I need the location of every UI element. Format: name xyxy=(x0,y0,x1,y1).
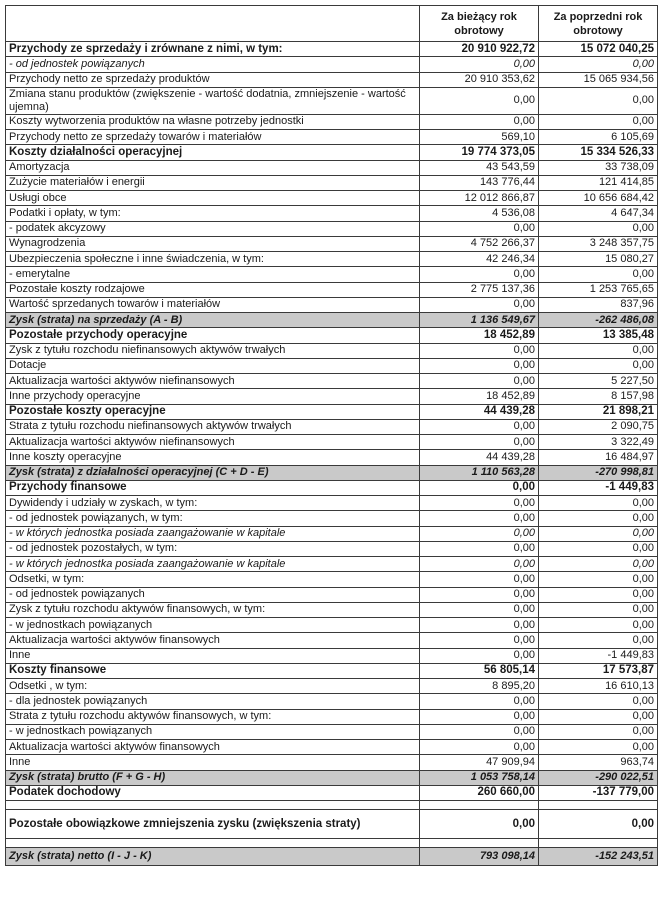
table-row xyxy=(6,526,658,541)
table-row xyxy=(6,419,658,434)
previous-year-value: -262 486,08 xyxy=(539,313,658,328)
current-year-value: 260 660,00 xyxy=(420,785,539,800)
row-label: Inne koszty operacyjne xyxy=(6,450,420,465)
row-label: Zużycie materiałów i energii xyxy=(6,175,420,190)
table-row xyxy=(6,130,658,145)
current-year-value: 1 136 549,67 xyxy=(420,313,539,328)
current-year-value: 42 246,34 xyxy=(420,252,539,267)
previous-year-value: 0,00 xyxy=(539,221,658,236)
current-year-value: 0,00 xyxy=(420,267,539,282)
previous-year-value: -152 243,51 xyxy=(539,848,658,866)
row-label: Koszty działalności operacyjnej xyxy=(6,145,420,160)
row-label: Zysk (strata) netto (I - J - K) xyxy=(6,848,420,866)
previous-year-value: 0,00 xyxy=(539,267,658,282)
previous-year-value: 15 065 934,56 xyxy=(539,72,658,87)
previous-year-value: 17 573,87 xyxy=(539,663,658,678)
current-year-value: 44 439,28 xyxy=(420,450,539,465)
previous-year-value: -137 779,00 xyxy=(539,785,658,800)
current-year-value: 0,00 xyxy=(420,87,539,114)
row-label: Odsetki, w tym: xyxy=(6,572,420,587)
row-label: Zysk (strata) brutto (F + G - H) xyxy=(6,770,420,785)
row-label: - podatek akcyzowy xyxy=(6,221,420,236)
previous-year-value: 2 090,75 xyxy=(539,419,658,434)
current-year-value: 8 895,20 xyxy=(420,679,539,694)
row-label: Przychody finansowe xyxy=(6,480,420,495)
row-label: Zysk (strata) na sprzedaży (A - B) xyxy=(6,313,420,328)
row-label: Aktualizacja wartości aktywów finansowych xyxy=(6,633,420,648)
current-year-value: 0,00 xyxy=(420,541,539,556)
row-label: - od jednostek pozostałych, w tym: xyxy=(6,541,420,556)
table-row xyxy=(6,328,658,343)
previous-year-value: 0,00 xyxy=(539,602,658,617)
row-label: Pozostałe obowiązkowe zmniejszenia zysku (zwiększenia straty) xyxy=(6,810,420,839)
table-row xyxy=(6,541,658,556)
current-year-value xyxy=(420,801,539,810)
previous-year-value: 0,00 xyxy=(539,114,658,129)
row-label: - od jednostek powiązanych, w tym: xyxy=(6,511,420,526)
table-row xyxy=(6,587,658,602)
previous-year-value: 0,00 xyxy=(539,810,658,839)
current-year-value: 20 910 922,72 xyxy=(420,42,539,57)
current-year-value: 0,00 xyxy=(420,648,539,663)
current-year-value: 0,00 xyxy=(420,572,539,587)
current-year-value: 0,00 xyxy=(420,343,539,358)
previous-year-value: 0,00 xyxy=(539,87,658,114)
previous-year-value: 0,00 xyxy=(539,724,658,739)
table-row xyxy=(6,72,658,87)
row-label: Odsetki , w tym: xyxy=(6,679,420,694)
previous-year-value xyxy=(539,839,658,848)
table-row xyxy=(6,221,658,236)
row-label: - od jednostek powiązanych xyxy=(6,57,420,72)
previous-year-value: 0,00 xyxy=(539,557,658,572)
previous-year-value: 15 334 526,33 xyxy=(539,145,658,160)
row-label: Przychody ze sprzedaży i zrównane z nimi, w tym: xyxy=(6,42,420,57)
current-year-value: 0,00 xyxy=(420,480,539,495)
previous-year-value: 16 484,97 xyxy=(539,450,658,465)
previous-year-value: 0,00 xyxy=(539,511,658,526)
row-label: - emerytalne xyxy=(6,267,420,282)
table-row xyxy=(6,511,658,526)
row-label: Inne przychody operacyjne xyxy=(6,389,420,404)
row-label: Zysk z tytułu rozchodu aktywów finansowych, w tym: xyxy=(6,602,420,617)
previous-year-value: 1 253 765,65 xyxy=(539,282,658,297)
previous-year-value: 3 248 357,75 xyxy=(539,236,658,251)
row-label: Przychody netto ze sprzedaży produktów xyxy=(6,72,420,87)
previous-year-value: -270 998,81 xyxy=(539,465,658,480)
row-label xyxy=(6,839,420,848)
table-row xyxy=(6,206,658,221)
row-label: Pozostałe koszty operacyjne xyxy=(6,404,420,419)
table-row xyxy=(6,435,658,450)
previous-year-value: 0,00 xyxy=(539,633,658,648)
row-label: Dotacje xyxy=(6,358,420,373)
current-year-value: 12 012 866,87 xyxy=(420,191,539,206)
previous-year-value: -1 449,83 xyxy=(539,480,658,495)
current-year-value: 0,00 xyxy=(420,435,539,450)
table-row xyxy=(6,267,658,282)
previous-year-value: 963,74 xyxy=(539,755,658,770)
previous-year-value: 21 898,21 xyxy=(539,404,658,419)
income-statement-sheet xyxy=(5,5,657,866)
table-row xyxy=(6,114,658,129)
row-label: Amortyzacja xyxy=(6,160,420,175)
previous-year-value: 8 157,98 xyxy=(539,389,658,404)
previous-year-value: 0,00 xyxy=(539,587,658,602)
row-label: Koszty finansowe xyxy=(6,663,420,678)
current-year-value: 44 439,28 xyxy=(420,404,539,419)
row-label: Inne xyxy=(6,648,420,663)
row-label: Usługi obce xyxy=(6,191,420,206)
previous-year-value: 6 105,69 xyxy=(539,130,658,145)
table-row xyxy=(6,343,658,358)
current-year-value: 56 805,14 xyxy=(420,663,539,678)
row-label: Aktualizacja wartości aktywów finansowych xyxy=(6,740,420,755)
current-year-value xyxy=(420,839,539,848)
current-year-value: 0,00 xyxy=(420,810,539,839)
current-year-value: 0,00 xyxy=(420,419,539,434)
row-label: - w jednostkach powiązanych xyxy=(6,724,420,739)
table-row xyxy=(6,297,658,312)
previous-year-value xyxy=(539,801,658,810)
table-row xyxy=(6,848,658,866)
previous-year-value: 0,00 xyxy=(539,541,658,556)
table-row xyxy=(6,282,658,297)
previous-year-value: 13 385,48 xyxy=(539,328,658,343)
current-year-value: 0,00 xyxy=(420,57,539,72)
table-row xyxy=(6,724,658,739)
table-row xyxy=(6,175,658,190)
current-year-value: 0,00 xyxy=(420,221,539,236)
previous-year-value: 15 080,27 xyxy=(539,252,658,267)
current-year-value: 4 752 266,37 xyxy=(420,236,539,251)
header-row xyxy=(6,6,658,42)
table-row xyxy=(6,618,658,633)
current-year-value: 0,00 xyxy=(420,709,539,724)
current-year-value: 0,00 xyxy=(420,633,539,648)
current-year-value: 569,10 xyxy=(420,130,539,145)
current-year-value: 0,00 xyxy=(420,724,539,739)
current-year-value: 143 776,44 xyxy=(420,175,539,190)
row-label: Strata z tytułu rozchodu aktywów finansowych, w tym: xyxy=(6,709,420,724)
current-year-value: 19 774 373,05 xyxy=(420,145,539,160)
row-label: Aktualizacja wartości aktywów niefinansowych xyxy=(6,435,420,450)
previous-year-value: 5 227,50 xyxy=(539,374,658,389)
previous-year-value: 0,00 xyxy=(539,572,658,587)
row-label: Dywidendy i udziały w zyskach, w tym: xyxy=(6,496,420,511)
table-row xyxy=(6,236,658,251)
table-row xyxy=(6,801,658,810)
current-year-value: 47 909,94 xyxy=(420,755,539,770)
row-label: Pozostałe przychody operacyjne xyxy=(6,328,420,343)
current-year-value: 0,00 xyxy=(420,496,539,511)
row-label: - w których jednostka posiada zaangażowanie w kapitale xyxy=(6,557,420,572)
previous-year-value: 837,96 xyxy=(539,297,658,312)
table-row xyxy=(6,663,658,678)
table-row xyxy=(6,694,658,709)
table-row xyxy=(6,785,658,800)
table-row xyxy=(6,633,658,648)
table-row xyxy=(6,191,658,206)
previous-year-value: 3 322,49 xyxy=(539,435,658,450)
previous-year-value: 0,00 xyxy=(539,358,658,373)
previous-year-value: 16 610,13 xyxy=(539,679,658,694)
row-label: Wartość sprzedanych towarów i materiałów xyxy=(6,297,420,312)
current-year-value: 43 543,59 xyxy=(420,160,539,175)
previous-year-value: 0,00 xyxy=(539,740,658,755)
current-year-value: 793 098,14 xyxy=(420,848,539,866)
table-row xyxy=(6,87,658,114)
current-year-value: 0,00 xyxy=(420,358,539,373)
row-label: - od jednostek powiązanych xyxy=(6,587,420,602)
table-row xyxy=(6,648,658,663)
table-row xyxy=(6,679,658,694)
table-row xyxy=(6,145,658,160)
table-row xyxy=(6,358,658,373)
income-statement-table xyxy=(5,5,658,866)
current-year-value: 0,00 xyxy=(420,526,539,541)
table-row xyxy=(6,480,658,495)
table-row xyxy=(6,450,658,465)
row-label xyxy=(6,801,420,810)
row-label: Wynagrodzenia xyxy=(6,236,420,251)
row-label: - w jednostkach powiązanych xyxy=(6,618,420,633)
current-year-value: 0,00 xyxy=(420,114,539,129)
header-blank-cell xyxy=(6,6,420,42)
table-row xyxy=(6,465,658,480)
row-label: Ubezpieczenia społeczne i inne świadczenia, w tym: xyxy=(6,252,420,267)
table-row xyxy=(6,57,658,72)
row-label: Aktualizacja wartości aktywów niefinansowych xyxy=(6,374,420,389)
table-row xyxy=(6,709,658,724)
previous-year-value: 4 647,34 xyxy=(539,206,658,221)
table-row xyxy=(6,496,658,511)
previous-year-value: 0,00 xyxy=(539,618,658,633)
previous-year-value: 0,00 xyxy=(539,709,658,724)
current-year-value: 18 452,89 xyxy=(420,328,539,343)
previous-year-value: -1 449,83 xyxy=(539,648,658,663)
current-year-value: 0,00 xyxy=(420,297,539,312)
row-label: Zysk (strata) z działalności operacyjnej (C + D - E) xyxy=(6,465,420,480)
current-year-value: 0,00 xyxy=(420,618,539,633)
table-row xyxy=(6,313,658,328)
previous-year-value: 0,00 xyxy=(539,57,658,72)
table-row xyxy=(6,160,658,175)
row-label: - w których jednostka posiada zaangażowanie w kapitale xyxy=(6,526,420,541)
row-label: Zysk z tytułu rozchodu niefinansowych aktywów trwałych xyxy=(6,343,420,358)
previous-year-value: 121 414,85 xyxy=(539,175,658,190)
table-row xyxy=(6,839,658,848)
current-year-value: 0,00 xyxy=(420,557,539,572)
row-label: Strata z tytułu rozchodu niefinansowych aktywów trwałych xyxy=(6,419,420,434)
row-label: Zmiana stanu produktów (zwiększenie - wartość dodatnia, zmniejszenie - wartość ujemna) xyxy=(6,87,420,114)
current-year-value: 1 053 758,14 xyxy=(420,770,539,785)
previous-year-value: 15 072 040,25 xyxy=(539,42,658,57)
table-row xyxy=(6,374,658,389)
row-label: Podatki i opłaty, w tym: xyxy=(6,206,420,221)
table-row xyxy=(6,252,658,267)
previous-year-value: 0,00 xyxy=(539,343,658,358)
previous-year-value: 0,00 xyxy=(539,526,658,541)
table-row xyxy=(6,810,658,839)
current-year-value: 18 452,89 xyxy=(420,389,539,404)
table-row xyxy=(6,404,658,419)
row-label: Koszty wytworzenia produktów na własne potrzeby jednostki xyxy=(6,114,420,129)
row-label: - dla jednostek powiązanych xyxy=(6,694,420,709)
current-year-value: 4 536,08 xyxy=(420,206,539,221)
row-label: Podatek dochodowy xyxy=(6,785,420,800)
header-previous-year: Za poprzedni rok obrotowy xyxy=(539,6,658,42)
table-row xyxy=(6,770,658,785)
previous-year-value: 33 738,09 xyxy=(539,160,658,175)
table-row xyxy=(6,602,658,617)
current-year-value: 2 775 137,36 xyxy=(420,282,539,297)
table-row xyxy=(6,42,658,57)
row-label: Przychody netto ze sprzedaży towarów i materiałów xyxy=(6,130,420,145)
table-row xyxy=(6,389,658,404)
table-row xyxy=(6,755,658,770)
previous-year-value: 0,00 xyxy=(539,694,658,709)
current-year-value: 0,00 xyxy=(420,374,539,389)
previous-year-value: -290 022,51 xyxy=(539,770,658,785)
row-label: Pozostałe koszty rodzajowe xyxy=(6,282,420,297)
current-year-value: 20 910 353,62 xyxy=(420,72,539,87)
header-current-year: Za bieżący rok obrotowy xyxy=(420,6,539,42)
current-year-value: 0,00 xyxy=(420,694,539,709)
current-year-value: 0,00 xyxy=(420,587,539,602)
row-label: Inne xyxy=(6,755,420,770)
previous-year-value: 10 656 684,42 xyxy=(539,191,658,206)
table-row xyxy=(6,572,658,587)
current-year-value: 0,00 xyxy=(420,602,539,617)
current-year-value: 0,00 xyxy=(420,740,539,755)
table-row xyxy=(6,557,658,572)
previous-year-value: 0,00 xyxy=(539,496,658,511)
table-row xyxy=(6,740,658,755)
current-year-value: 0,00 xyxy=(420,511,539,526)
current-year-value: 1 110 563,28 xyxy=(420,465,539,480)
